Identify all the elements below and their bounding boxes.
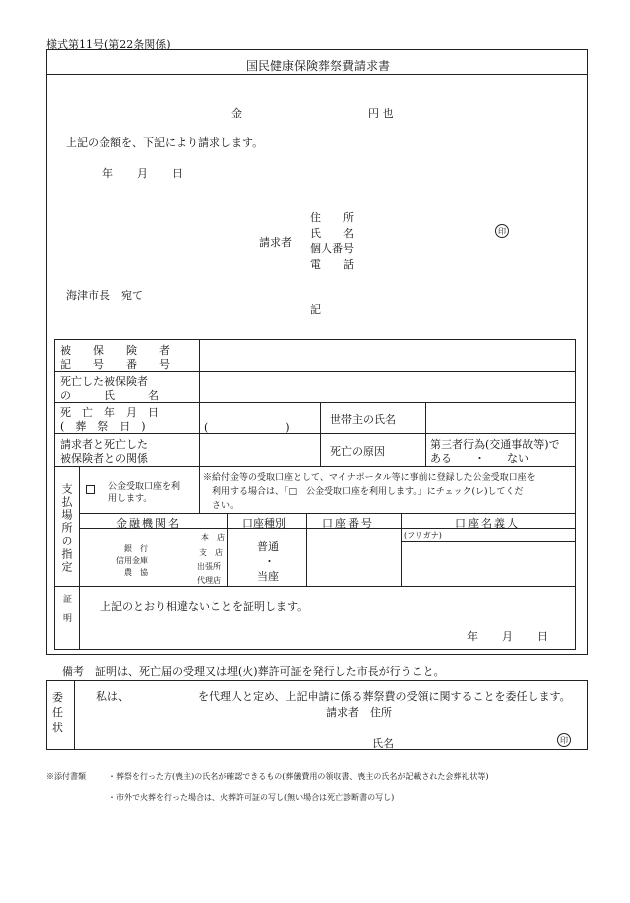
deceased-label-2: の 氏 名 — [60, 389, 159, 402]
certify-col-line — [79, 586, 80, 650]
deceased-name-field[interactable] — [200, 372, 575, 402]
delegation-address: 請求者 住所 — [326, 706, 392, 719]
bank-type-1: 信用金庫 — [116, 556, 148, 565]
funeral-date-paren[interactable]: ( ) — [204, 421, 290, 434]
payment-col-line — [79, 466, 80, 586]
public-note-1: ※給付金等の受取口座として、マイナポータル等に事前に登録した公金受取口座を — [203, 473, 536, 483]
third-party-1: 第三者行為(交通事故等)で — [430, 438, 560, 451]
householder-label: 世帯主の氏名 — [330, 413, 396, 426]
row-line-4 — [54, 466, 576, 467]
householder-field[interactable] — [426, 403, 575, 433]
account-holder-field[interactable] — [402, 542, 575, 586]
public-note-3: さい。 — [212, 501, 240, 511]
claimant-id-label: 個人番号 — [310, 242, 354, 255]
public-account-text-1: 公金受取口座を利 — [108, 482, 181, 492]
addressee: 海津市長 宛て — [66, 289, 143, 302]
bank-header-top — [79, 513, 576, 514]
branch-type-2: 出張所 — [197, 562, 221, 571]
attachments-label: ※添付書類 — [46, 772, 86, 781]
insured-label-1: 被 保 険 者 — [60, 344, 170, 357]
claimant-address-label: 住 所 — [310, 211, 354, 224]
attachments-item-2: ・市外で火葬を行った場合は、火葬許可証の写し(無い場合は死亡診断書の写し) — [108, 793, 395, 802]
request-day: 日 — [172, 167, 183, 180]
third-party-option[interactable]: ある ・ ない — [430, 452, 529, 465]
certify-label: 証明 — [61, 594, 71, 632]
death-date-label-2: ( 葬 祭 日 ) — [60, 420, 146, 433]
account-holder-header: 口座名義人 — [455, 517, 520, 530]
relation-field[interactable] — [200, 434, 320, 466]
remarks: 備考 証明は、死亡届の受理又は埋(火)葬許可証を発行した市長が行うこと。 — [62, 665, 445, 678]
certify-day: 日 — [537, 630, 548, 643]
request-month: 月 — [137, 167, 148, 180]
title-divider — [46, 74, 588, 75]
request-sentence: 上記の金額を、下記により請求します。 — [66, 136, 264, 149]
account-type-0[interactable]: 普通 — [257, 540, 279, 553]
account-type-header: 口座種別 — [242, 517, 286, 530]
account-number-field[interactable] — [307, 529, 401, 586]
public-note-2: 利用する場合は、「□ 公金受取口座を利用します。」にチェック(レ)してくだ — [212, 487, 524, 497]
account-number-header: 口座番号 — [322, 517, 374, 530]
bank-col-line-1 — [227, 513, 228, 586]
ki-label: 記 — [310, 303, 321, 316]
public-account-checkbox[interactable] — [86, 485, 95, 494]
amount-field[interactable] — [251, 100, 351, 120]
attachments-item-1: ・葬祭を行った方(喪主)の氏名が確認できるもの(葬儀費用の領収書、喪主の氏名が記載された会葬礼状等) — [108, 772, 489, 781]
furigana-label: (フリガナ) — [404, 531, 442, 540]
form-number: 様式第11号(第22条関係) — [46, 38, 171, 51]
delegation-seal-icon: 印 — [557, 733, 571, 747]
claimant-name-label: 氏 名 — [310, 227, 354, 240]
bank-type-0: 銀 行 — [124, 544, 148, 553]
delegation-label: 委任状 — [52, 691, 65, 734]
delegation-text-2: を代理人と定め、上記申請に係る葬祭費の受領に関することを委任します。 — [198, 690, 571, 703]
claimant-label: 請求者 — [259, 236, 292, 249]
branch-type-3: 代理店 — [197, 576, 221, 585]
claimant-seal-icon: 印 — [495, 224, 509, 238]
request-year: 年 — [102, 167, 113, 180]
certify-month: 月 — [502, 630, 513, 643]
deceased-label-1: 死亡した被保険者 — [60, 375, 148, 388]
insured-label-2: 記 号 番 号 — [60, 358, 170, 371]
row-line-5 — [54, 586, 576, 587]
delegate-name-field[interactable] — [132, 684, 196, 702]
certify-year: 年 — [467, 630, 478, 643]
public-account-text-2: 用します。 — [108, 494, 153, 504]
insured-number-field[interactable] — [200, 340, 575, 371]
bank-header: 金融機関名 — [116, 517, 181, 530]
branch-type-0: 本 店 — [201, 533, 225, 542]
death-date-label-1: 死 亡 年 月 日 — [60, 406, 159, 419]
account-type-2[interactable]: 当座 — [257, 570, 279, 583]
claimant-phone-label: 電 話 — [310, 258, 354, 271]
relation-label-1: 請求者と死亡した — [60, 438, 148, 451]
relation-label-2: 被保険者との関係 — [60, 452, 148, 465]
branch-type-1: 支 店 — [199, 548, 223, 557]
delegation-name: 氏名 — [372, 737, 394, 750]
amount-label: 金 — [231, 107, 242, 120]
delegation-col-line — [74, 680, 75, 750]
payment-label: 支払場所の指定 — [60, 483, 73, 574]
bank-type-2: 農 協 — [124, 568, 148, 577]
form-title: 国民健康保険葬祭費請求書 — [246, 59, 391, 73]
amount-unit: 円 也 — [368, 107, 394, 120]
row3-col-line-a — [320, 402, 321, 466]
delegation-text-1: 私は、 — [96, 690, 129, 703]
certify-text: 上記のとおり相違ないことを証明します。 — [100, 600, 309, 613]
cause-label: 死亡の原因 — [330, 445, 385, 458]
account-type-1: ・ — [264, 555, 275, 568]
public-col-line — [199, 466, 200, 513]
